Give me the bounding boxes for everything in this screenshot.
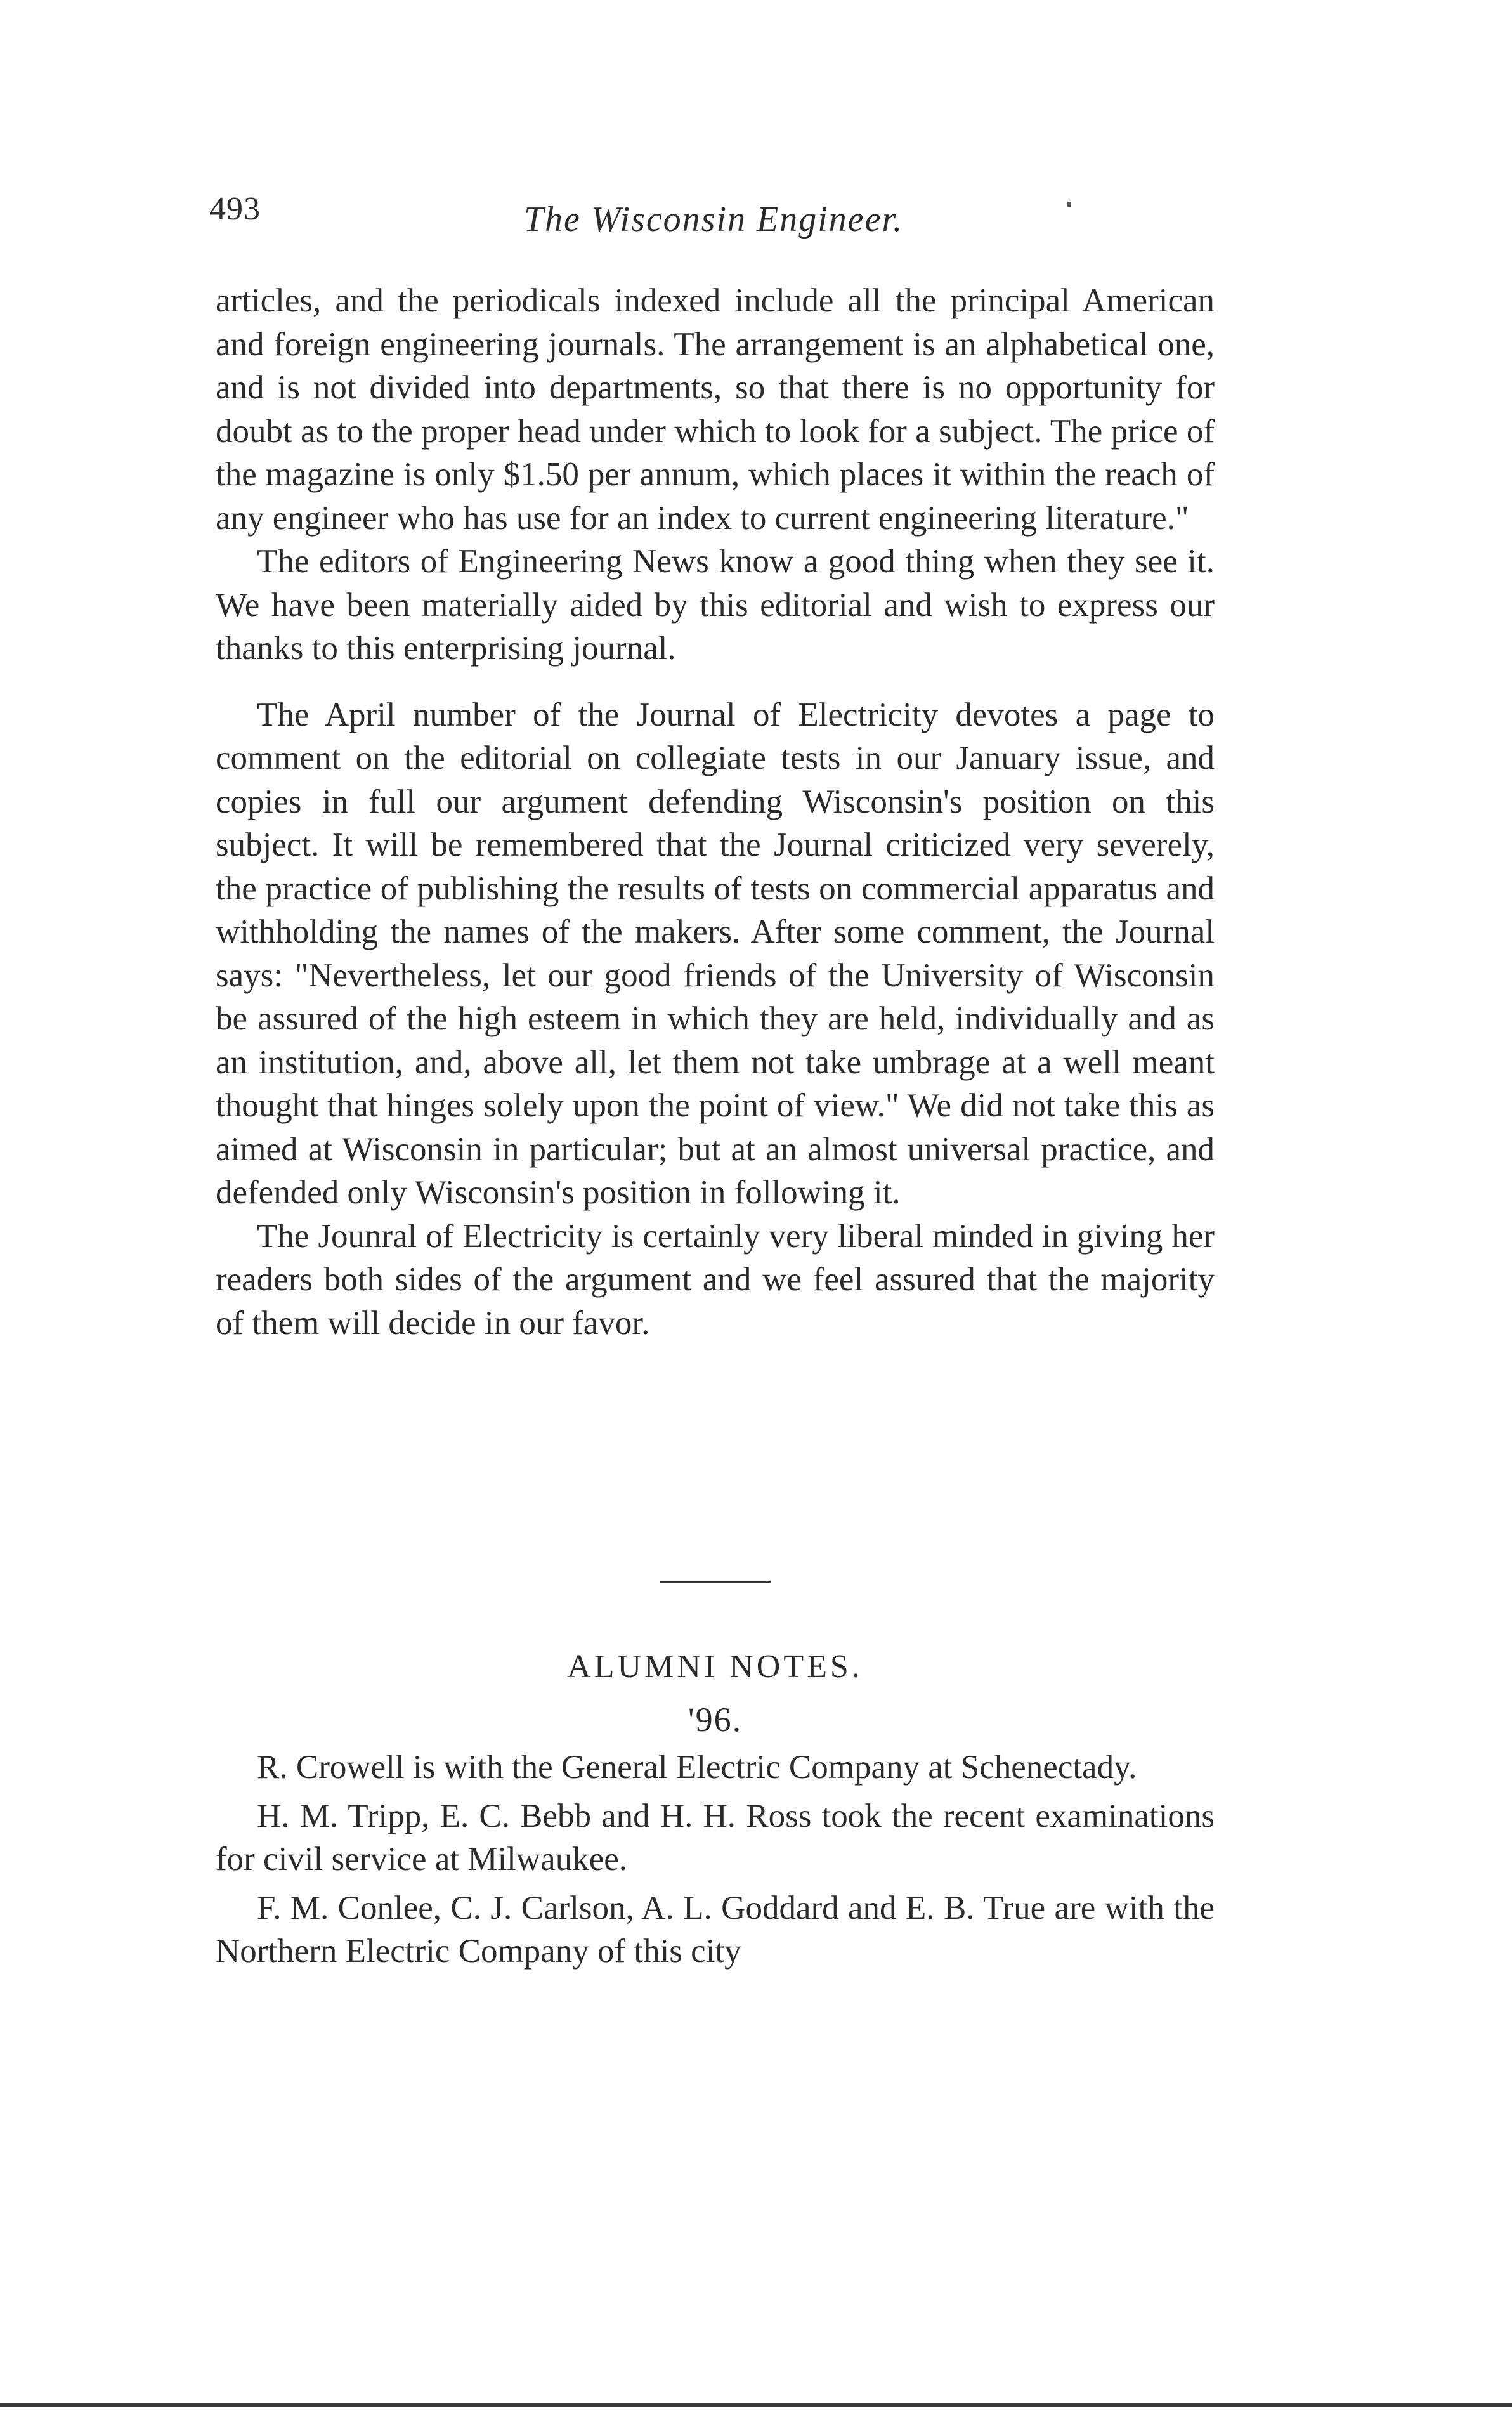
page-number: 493 — [209, 191, 261, 227]
paragraph-liberal-minded: The Jounral of Electricity is certainly very liberal minded in giving her readers both sides of the argument and we feel assured that the majority of them will decide in our favor. — [216, 1217, 1215, 1342]
running-head — [209, 190, 1218, 247]
alumni-note-item: F. M. Conlee, C. J. Carlson, A. L. Goddard and E. B. True are with the Northern Electric Company of this city — [216, 1889, 1215, 1970]
section-divider — [660, 1581, 771, 1583]
print-mark — [1067, 202, 1071, 207]
alumni-note-item: R. Crowell is with the General Electric Company at Schenectady. — [257, 1749, 1137, 1786]
journal-title: The Wisconsin Engineer. — [523, 200, 904, 239]
paragraph-continued: articles, and the periodicals indexed include all the principal American and foreign engineering journals. The arrangement is an alphabetical one, and is not divided into departments, so that there is no opportunity for doubt as to the proper head under which to look for a subject. The price of the magazine is only $1.50 per annum, which places it within the reach of any engineer who has use for an index to current engineering literature." — [216, 282, 1215, 537]
paragraph-engineering-news: The editors of Engineering News know a good thing when they see it. We have been materially aided by this editorial and wish to express our thanks to this enterprising journal. — [216, 543, 1215, 667]
scan-edge-line — [0, 2403, 1512, 2407]
alumni-notes-list — [216, 1746, 1215, 1978]
alumni-note-item: H. M. Tripp, E. C. Bebb and H. H. Ross took the recent examinations for civil service at Milwaukee. — [216, 1797, 1215, 1878]
class-year-heading: '96. — [688, 1701, 743, 1739]
alumni-notes-heading: ALUMNI NOTES. — [567, 1649, 863, 1685]
paragraph-journal-of-electricity: The April number of the Journal of Electricity devotes a page to comment on the editorial on collegiate tests in our January issue, and copies in full our argument defending Wisconsin's position on this subject. It will be remembered that the Journal criticized very severely, the practice of publishing the results of tests on commercial apparatus and withholding the names of the makers. After some comment, the Journal says: "Nevertheless, let our good friends of the University of Wisconsin be assured of the high esteem in which they are held, individually and as an institution, and, above all, let them not take umbrage at a well meant thought that hinges solely upon the point of view." We did not take this as aimed at Wisconsin in particular; but at an almost universal practice, and defended only Wisconsin's position in following it. — [216, 696, 1215, 1211]
article-body — [216, 279, 1215, 1345]
